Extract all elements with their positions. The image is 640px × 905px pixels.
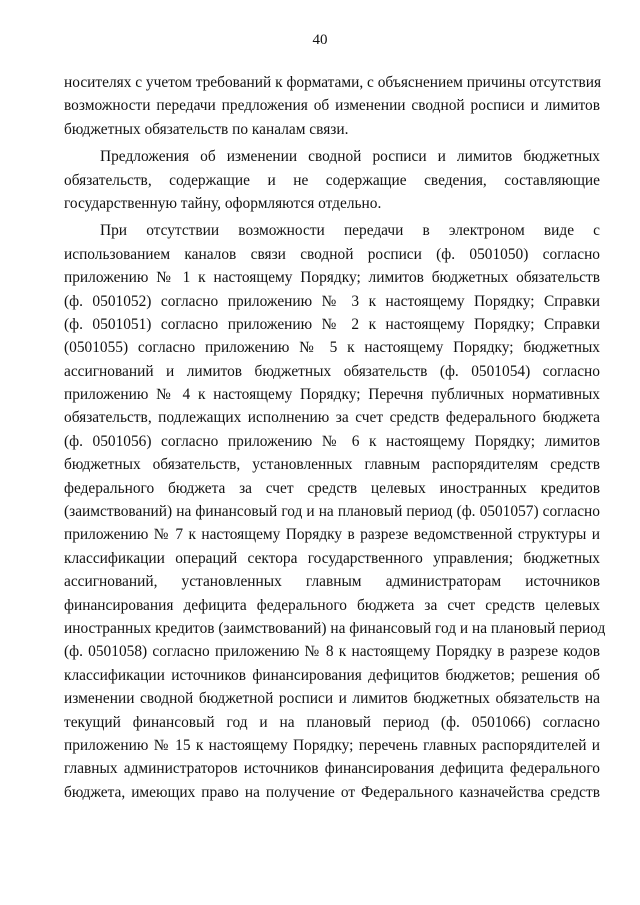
text-line: приложению № 15 к настоящему Порядку; перечень главных распорядителей и [64, 736, 600, 754]
body-text [64, 71, 606, 804]
text-line: носителях с учетом требований к форматами, с объяснением причины отсутствия [64, 74, 602, 91]
text-line: главных администраторов источников финансирования дефицита федерального [64, 760, 600, 778]
text-line: бюджета, имеющих право на получение от Федерального казначейства средств [64, 783, 600, 801]
text-line: При отсутствии возможности передачи в электроном виде с [100, 222, 600, 240]
text-line: ассигнований и лимитов бюджетных обязательств (ф. 0501054) согласно [64, 362, 600, 380]
text-line: обязательств, содержащие и не содержащие сведения, составляющие [64, 171, 600, 189]
paragraph [64, 145, 600, 215]
text-line: (0501055) согласно приложению № 5 к настоящему Порядку; бюджетных [64, 339, 600, 357]
text-line: изменении сводной бюджетной росписи и лимитов бюджетных обязательств на [64, 690, 600, 708]
text-line: текущий финансовый год и на плановый период (ф. 0501066) согласно [64, 713, 600, 731]
text-line: возможности передачи предложения об изменении сводной росписи и лимитов [64, 97, 600, 115]
text-line: классификации источников финансирования дефицитов бюджетов; решения об [64, 666, 600, 684]
text-line: Предложения об изменении сводной росписи и лимитов бюджетных [100, 148, 600, 166]
text-line: приложению № 1 к настоящему Порядку; лимитов бюджетных обязательств [64, 269, 600, 287]
text-line: (ф. 0501051) согласно приложению № 2 к настоящему Порядку; Справки [64, 315, 600, 333]
text-line: (ф. 0501056) согласно приложению № 6 к настоящему Порядку; лимитов [64, 432, 600, 450]
text-line: приложению № 7 к настоящему Порядку в разрезе ведомственной структуры и [64, 526, 600, 544]
text-line: классификации операций сектора государственного управления; бюджетных [64, 549, 600, 567]
text-line: финансирования дефицита федерального бюджета за счет средств целевых [64, 596, 600, 614]
paragraph [64, 219, 606, 804]
text-line: ассигнований, установленных главным администраторам источников [64, 573, 600, 591]
text-line: бюджетных обязательств, установленных главным распорядителям средств [64, 456, 600, 474]
text-line: (ф. 0501058) согласно приложению № 8 к настоящему Порядку в разрезе кодов [64, 643, 600, 661]
text-line: государственную тайну, оформляются отдельно. [64, 194, 382, 212]
text-line: (заимствований) на финансовый год и на плановый период (ф. 0501057) согласно [64, 503, 600, 521]
text-line: обязательств, подлежащих исполнению за счет средств федерального бюджета [64, 409, 600, 427]
text-line: использованием каналов связи сводной росписи (ф. 0501050) согласно [64, 245, 600, 263]
text-line: бюджетных обязательств по каналам связи. [64, 120, 349, 138]
text-line: иностранных кредитов (заимствований) на финансовый год и на плановый период [64, 619, 606, 637]
text-line: федерального бюджета за счет средств целевых иностранных кредитов [64, 479, 600, 497]
text-line: приложению № 4 к настоящему Порядку; Перечня публичных нормативных [64, 386, 600, 404]
text-line: (ф. 0501052) согласно приложению № 3 к настоящему Порядку; Справки [64, 292, 600, 310]
paragraph [64, 71, 600, 141]
page-number: 40 [312, 32, 328, 48]
